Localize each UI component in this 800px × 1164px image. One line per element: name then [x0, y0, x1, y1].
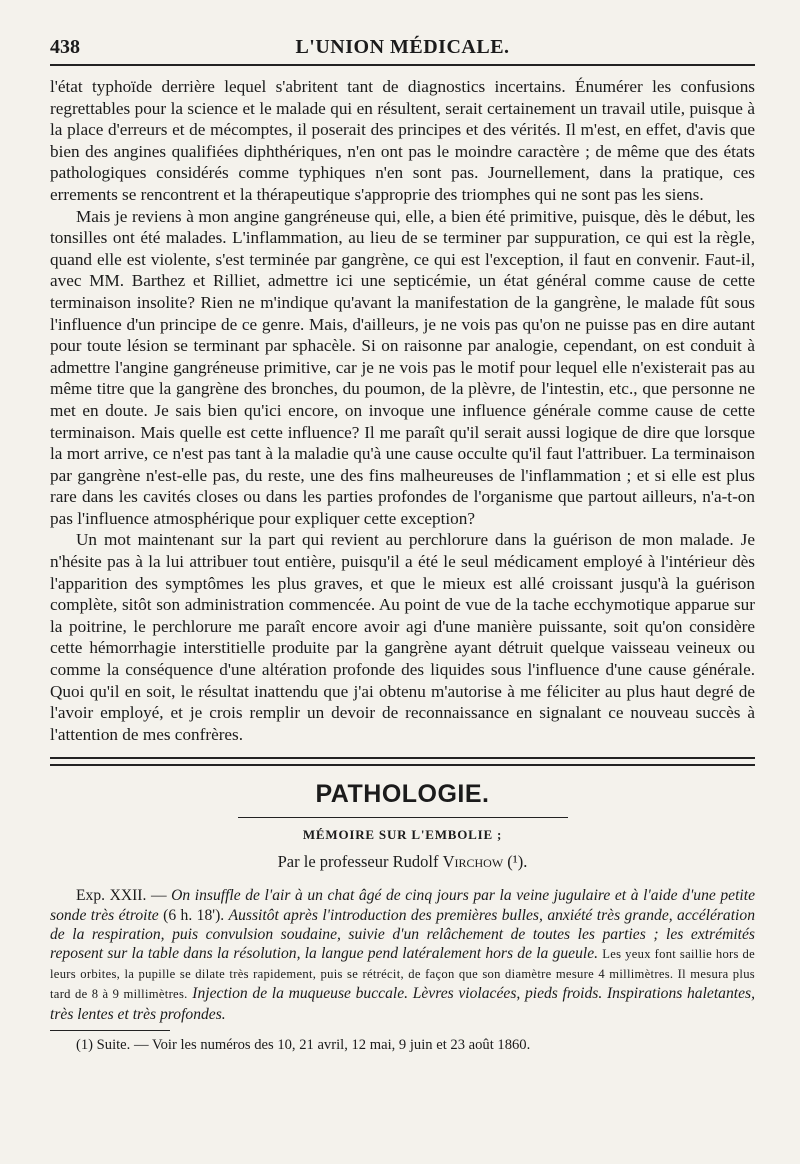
experiment-procedure: On insuffle de l'air à un chat âgé de cinq jours par la veine jugulaire et à l'aide d'une petite sonde très étroite — [50, 887, 756, 924]
experiment-eye-symptoms: Les yeux font saillie hors de leurs orbites, la pupille se dilate très rapidement, puis se rétrécit, de façon que son diamètre mesure 4 millimètres. Il mesura plus tard de 8 à 9 millimètres. — [50, 947, 755, 1002]
page-number: 438 — [50, 36, 80, 58]
experiment-label: Exp. XXII. — — [76, 887, 167, 905]
article-body — [50, 76, 755, 745]
running-head: L'UNION MÉDICALE. — [295, 36, 510, 58]
journal-page — [50, 30, 755, 1054]
experiment-first-symptoms: Aussitôt après l'introduction des premières bulles, anxiété très grande, accélération de la respiration, puis convulsion soudaine, suivie d'un relâchement de toutes les parties ; les extrémités reposent sur la table dans la résolution, la langue pend latéralement hors de la gueule. — [50, 906, 755, 963]
paragraph-perchlorure: Un mot maintenant sur la part qui revient au perchlorure dans la guérison de mon malade. Je n'hésite pas à la lui attribuer tout entière, puisqu'il a été le seul médicament employé à l'intérieur dès l'apparition des symptômes les plus graves, et que le mieux est allé croissant jusqu'à la guérison complète, sitôt son administration commencée. Au point de vue de la tache ecchymotique apparue sur la poitrine, le perchlorure me paraît encore avoir agi d'une manière puissante, soit qu'on considère cette hémorrhagie interstitielle produite par la gangrène ayant détruit quelque vaisseau veineux ou comme la conséquence d'une altération profonde des liquides sous l'influence d'une cause générale. Quoi qu'il en soit, le résultat inattendu que j'ai obtenu m'autorise à me féliciter au plus haut degré de l'avoir employé, et je crois remplir un devoir de reconnaissance en signalant ce nouveau succès à l'attention de mes confrères. — [50, 530, 755, 744]
author-byline — [50, 852, 755, 872]
section-title: PATHOLOGIE. — [315, 780, 490, 809]
footnote-rule — [50, 1030, 170, 1031]
byline-prefix: Par le professeur Rudolf — [277, 852, 439, 872]
title-rule — [238, 817, 568, 818]
footnote-marker: (¹). — [507, 852, 528, 872]
paragraph-angine: Mais je reviens à mon angine gangréneuse qui, elle, a bien été primitive, puisque, dès le début, les tonsilles ont été malades. L'inflammation, au lieu de se terminer par suppuration, ce qui est la règle, quand elle est violente, s'est terminée par gangrène, ce qui est l'exception, il faut en convenir. Faut-il, avec MM. Barthez et Rilliet, admettre ici une septicémie, un état général comme cause de cette terminaison insolite? Rien ne m'indique qu'avant la manifestation de la gangrène, le malade fût sous l'influence d'un principe de ce genre. Mais, d'ailleurs, je ne vois pas qu'on ne puisse pas en dire autant pour toute lésion se terminant par sphacèle. Si on raisonne par analogie, cependant, on est conduit à admettre l'angine gangréneuse primitive, car je ne vois pas le motif pour lequel elle n'existerait pas au même titre que la gangrène des bronches, du poumon, de la plèvre, de l'intestin, etc., que personne ne met en doute. Je sais bien qu'ici encore, on invoque une influence générale comme cause de cette terminaison. Mais quelle est cette influence? Il me paraît qu'il serait aussi logique de dire que lorsque la mort arrive, ce n'est pas tant à la maladie qu'à une cause occulte qu'il faut l'attribuer. La terminaison par gangrène n'est-elle pas, du reste, une des fins malheureuses de l'inflammation ; et si elle est plus rare dans les cavités closes ou dans les parties profondes de l'organisme que partout ailleurs, n'a-t-on pas l'influence atmosphérique pour expliquer cette exception? — [50, 206, 755, 528]
paragraph-continuation: l'état typhoïde derrière lequel s'abritent tant de diagnostics incertains. Énumérer les confusions regrettables pour la science et le malade qui en résultent, serait certainement un travail utile, puisque à la place d'erreurs et de mécomptes, il poserait des principes et des vérités. Il m'est, en effet, d'avis que bien des angines qualifiées diphthériques, n'en ont pas le moindre caractère ; de même que des états pathologiques considérés comme typhiques n'en sont pas. Journellement, dans la pratique, ces errements se rencontrent et la thérapeutique s'approprie des triomphes qui ne sont pas les siens. — [50, 77, 755, 204]
author-name: Virchow — [442, 852, 504, 872]
page-header — [50, 30, 755, 66]
experiment-time: (6 h. 18'). — [163, 906, 225, 924]
memoir-title: MÉMOIRE SUR L'EMBOLIE ; — [302, 827, 503, 843]
footnote: (1) Suite. — Voir les numéros des 10, 21 avril, 12 mai, 9 juin et 23 août 1860. — [76, 1036, 531, 1053]
experiment-xxii — [50, 886, 755, 1023]
section-divider — [50, 757, 755, 766]
experiment-further-symptoms: Injection de la muqueuse buccale. Lèvres violacées, pieds froids. Inspirations haletantes, très lentes et très profondes. — [50, 985, 755, 1023]
